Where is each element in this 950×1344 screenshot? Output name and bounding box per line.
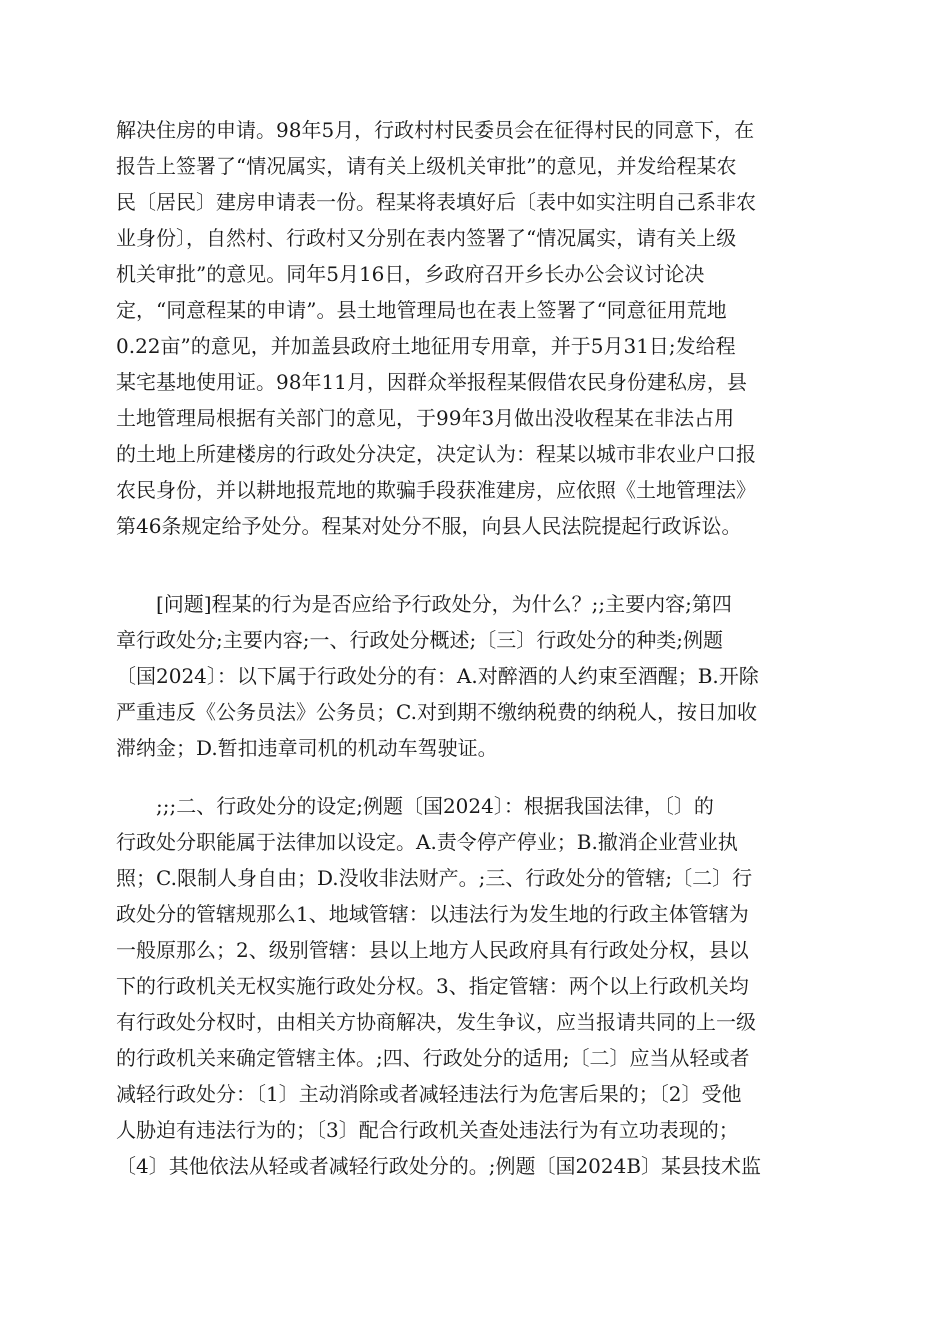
text-line: 某宅基地使用证。98年11月，因群众举报程某假借农民身份建私房，县 bbox=[116, 370, 747, 394]
paragraph-case-facts bbox=[116, 112, 836, 544]
text-line: 滞纳金；D.暂扣违章司机的机动车驾驶证。 bbox=[116, 736, 498, 760]
text-line: [问题]程某的行为是否应给予行政处分，为什么？;;主要内容;第四 bbox=[116, 592, 732, 616]
text-line: 〔4〕其他依法从轻或者减轻行政处分的。;例题〔国2024B〕某县技术监 bbox=[116, 1154, 762, 1178]
text-line: 解决住房的申请。98年5月，行政村村民委员会在征得村民的同意下，在 bbox=[116, 118, 755, 142]
text-line: 的土地上所建楼房的行政处分决定，决定认为：程某以城市非农业户口报 bbox=[116, 442, 756, 466]
text-line: 0.22亩”的意见，并加盖县政府土地征用专用章，并于5月31日;发给程 bbox=[116, 334, 736, 358]
text-line: 严重违反《公务员法》公务员；C.对到期不缴纳税费的纳税人，按日加收 bbox=[116, 700, 757, 724]
paragraph-setting-jurisdiction bbox=[116, 788, 836, 1184]
text-line: 报告上签署了“情况属实，请有关上级机关审批”的意见，并发给程某农 bbox=[116, 154, 737, 178]
text-line: ;;;二、行政处分的设定;例题〔国2024〕：根据我国法律，〔〕的 bbox=[116, 794, 714, 818]
text-line: 的行政机关来确定管辖主体。;四、行政处分的适用;〔二〕应当从轻或者 bbox=[116, 1046, 750, 1070]
text-line: 定，“同意程某的申请”。县土地管理局也在表上签署了“同意征用荒地 bbox=[116, 298, 727, 322]
text-line: 业身份〕，自然村、行政村又分别在表内签署了“情况属实，请有关上级 bbox=[116, 226, 737, 250]
text-line: 〔国2024〕：以下属于行政处分的有：A.对醉酒的人约束至酒醒；B.开除 bbox=[116, 664, 759, 688]
paragraph-question bbox=[116, 586, 836, 766]
text-line: 有行政处分权时，由相关方协商解决，发生争议，应当报请共同的上一级 bbox=[116, 1010, 756, 1034]
text-line: 一般原那么；2、级别管辖：县以上地方人民政府具有行政处分权，县以 bbox=[116, 938, 749, 962]
text-line: 减轻行政处分：〔1〕主动消除或者减轻违法行为危害后果的；〔2〕受他 bbox=[116, 1082, 742, 1106]
text-line: 农民身份，并以耕地报荒地的欺骗手段获准建房，应依照《土地管理法》 bbox=[116, 478, 756, 502]
text-line: 照；C.限制人身自由；D.没收非法财产。;三、行政处分的管辖;〔二〕行 bbox=[116, 866, 753, 890]
text-line: 下的行政机关无权实施行政处分权。3、指定管辖：两个以上行政机关均 bbox=[116, 974, 749, 998]
text-line: 机关审批”的意见。同年5月16日，乡政府召开乡长办公会议讨论决 bbox=[116, 262, 705, 286]
text-line: 政处分的管辖规那么1、地域管辖：以违法行为发生地的行政主体管辖为 bbox=[116, 902, 749, 926]
text-line: 土地管理局根据有关部门的意见，于99年3月做出没收程某在非法占用 bbox=[116, 406, 735, 430]
text-line: 行政处分职能属于法律加以设定。A.责令停产停业；B.撤消企业营业执 bbox=[116, 830, 738, 854]
text-line: 章行政处分;主要内容;一、行政处分概述;〔三〕行政处分的种类;例题 bbox=[116, 628, 723, 652]
text-line: 第46条规定给予处分。程某对处分不服，向县人民法院提起行政诉讼。 bbox=[116, 514, 742, 538]
text-line: 人胁迫有违法行为的；〔3〕配合行政机关查处违法行为有立功表现的； bbox=[116, 1118, 739, 1142]
text-line: 民〔居民〕建房申请表一份。程某将表填好后〔表中如实注明自己系非农 bbox=[116, 190, 756, 214]
